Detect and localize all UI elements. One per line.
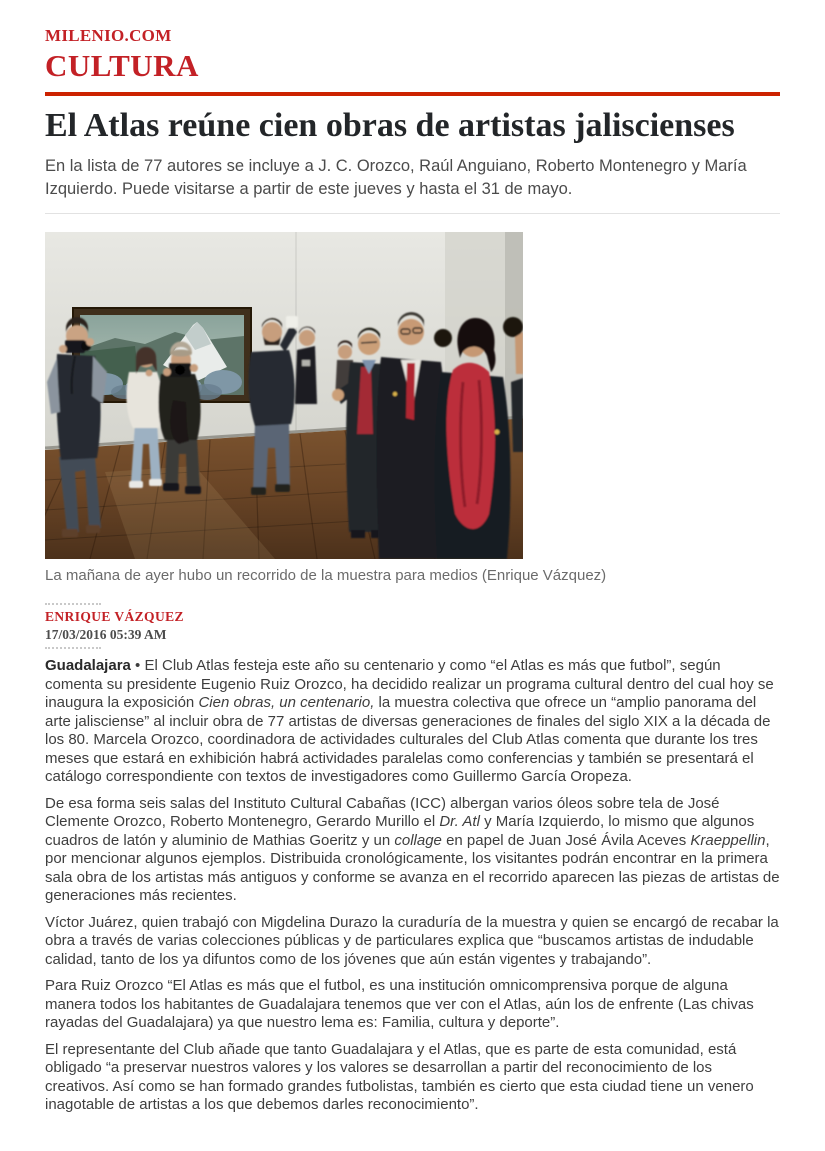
deck-divider xyxy=(45,213,780,214)
paragraph-italic-text: Kraeppellin xyxy=(690,831,766,849)
section-divider-rule xyxy=(45,92,780,96)
paragraph-text: El representante del Club añade que tanto Guadalajara y el Atlas, que es parte de esta comunidad, está obligado “a preservar nuestros valores y los valores se desarrollan a partir del reconocimiento de los creativos. Así como se han formado grandes futbolistas, también es cierto que esta ciudad tiene un venero inagotable de artistas a los que debemos darles reconocimiento”. xyxy=(45,1040,754,1113)
paragraph-bold-text: Guadalajara xyxy=(45,657,131,674)
gallery-photo-illustration xyxy=(45,232,523,559)
article-paragraph xyxy=(45,914,780,970)
masthead-site-link[interactable]: MILENIO.COM xyxy=(45,26,172,45)
article-headline: El Atlas reúne cien obras de artistas jaliscienses xyxy=(45,107,735,144)
paragraph-text: , por mencionar algunos ejemplos. Distribuida cronológicamente, los visitantes podrán encontrar en la primera sala obra de los artistas más antiguos y conforme se avanza en el recorrido aparecen las piezas de artistas de generaciones más recientes. xyxy=(45,831,780,904)
article-paragraph xyxy=(45,657,780,787)
dotted-separator-top xyxy=(45,603,101,605)
publish-datetime: 17/03/2016 05:39 AM xyxy=(45,627,167,642)
masthead-section-link[interactable]: CULTURA xyxy=(45,48,199,83)
paragraph-text: • El Club Atlas festeja este año su centenario y como “el Atlas es más que futbol”, según comenta su presidente Eugenio Ruiz Orozco, ha decidido realizar un programa cultural dentro del cual hoy se inaugura la exposición xyxy=(45,657,774,711)
paragraph-text: la muestra colectiva que ofrece un “amplio panorama del arte jalisciense” al incluir obra de 77 artistas de diversas generaciones de finales del siglo XIX a la década de los 80. Marcela Orozco, coordinadora de actividades culturales del Club Atlas comenta que durante los tres meses que estará en exhibición habrá actividades paralelas como conferencias y también se presentará el catálogo correspondiente con textos de investigadores como Guillermo García Oropeza. xyxy=(45,694,771,785)
article-paragraph xyxy=(45,795,780,906)
article-photo xyxy=(45,232,523,559)
paragraph-text: Víctor Juárez, quien trabajó con Migdelina Durazo la curaduría de la muestra y quien se encargó de recabar la obra a través de varias colecciones públicas y de particulares explica que “buscamos artistas de indudable calidad, tanto de los ya difuntos como de los jóvenes que aún están vigentes y trabajando”. xyxy=(45,913,779,968)
paragraph-text: en papel de Juan José Ávila Aceves xyxy=(441,831,691,849)
paragraph-italic-text: collage xyxy=(394,831,442,849)
paragraph-italic-text: Cien obras, un centenario, xyxy=(198,694,375,711)
article-body xyxy=(45,657,780,1115)
paragraph-text: y María Izquierdo, lo mismo que algunos cuadros de latón y aluminio de Mathias Goeritz y un xyxy=(45,813,755,849)
author-byline: ENRIQUE VÁZQUEZ xyxy=(45,609,184,624)
article-paragraph xyxy=(45,1041,780,1115)
paragraph-text: De esa forma seis salas del Instituto Cultural Cabañas (ICC) albergan varios óleos sobre tela de José Clemente Orozco, Roberto Montenegro, Gerardo Murillo el xyxy=(45,794,720,830)
article-paragraph xyxy=(45,977,780,1033)
paragraph-italic-text: Dr. Atl xyxy=(439,813,480,830)
article-figure xyxy=(45,232,780,585)
photo-caption: La mañana de ayer hubo un recorrido de la muestra para medios (Enrique Vázquez) xyxy=(45,567,607,584)
paragraph-text: Para Ruiz Orozco “El Atlas es más que el futbol, es una institución omnicomprensiva porque de alguna manera todos los habitantes de Guadalajara tenemos que ver con el Atlas, aún los de enfrente (Las chivas rayadas del Guadalajara) ya que nuestro lema es: Familia, cultura y deporte”. xyxy=(45,977,754,1031)
dotted-separator-bottom xyxy=(45,647,101,649)
byline-block xyxy=(45,603,780,649)
article-deck: En la lista de 77 autores se incluye a J. C. Orozco, Raúl Anguiano, Roberto Montenegro y María Izquierdo. Puede visitarse a partir de este jueves y hasta el 31 de mayo. xyxy=(45,157,747,198)
